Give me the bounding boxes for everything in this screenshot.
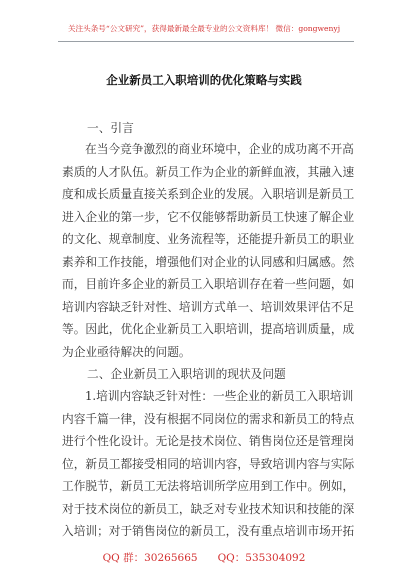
header-banner: 关注头条号“公文研究”，获得最新最全最专业的公文资料库！ 微信：gongwenyj xyxy=(67,24,341,33)
paragraph-line: 进行个性化设计。无论是技术岗位、销售岗位还是管理岗 xyxy=(62,434,355,448)
document-title: 企业新员工入职培训的优化策略与实践 xyxy=(106,73,302,87)
footer-qq-group: QQ 群：30265665 xyxy=(102,552,198,564)
paragraph-line: 为企业亟待解决的问题。 xyxy=(62,344,191,359)
paragraph-line: 培训内容缺乏针对性、培训方式单一、培训效果评估不足 xyxy=(62,299,355,314)
paragraph-line: 等。因此，优化企业新员工入职培训，提高培训质量，成 xyxy=(62,322,355,336)
paragraph-line: 度和成长质量直接关系到企业的发展。入职培训是新员工 xyxy=(62,187,355,201)
paragraph-line: 素质的人才队伍。新员工作为企业的新鲜血液，其融入速 xyxy=(62,164,355,179)
paragraph-line: 素养和工作技能，增强他们对企业的认同感和归属感。然 xyxy=(62,254,355,269)
section-heading-status-and-issues xyxy=(87,363,286,386)
paragraph-line: 入培训；对于销售岗位的新员工，没有重点培训市场开拓 xyxy=(62,524,355,538)
paragraph-line: 对于技术岗位的新员工，缺乏对专业技术知识和技能的深 xyxy=(62,501,355,516)
section-heading-text: 二、企业新员工入职培训的现状及问题 xyxy=(87,367,286,381)
paragraph-line: 进入企业的第一步，它不仅能够帮助新员工快速了解企业 xyxy=(62,209,355,224)
paragraph-line: 位，新员工都接受相同的培训内容，导致培训内容与实际 xyxy=(62,456,355,471)
footer-contact xyxy=(0,551,408,565)
introduction-paragraph xyxy=(62,138,362,363)
paragraph-line: 在当今竞争激烈的商业环境中，企业的成功离不开高 xyxy=(85,142,354,156)
header-divider xyxy=(58,41,354,42)
paragraph-line: 内容千篇一律，没有根据不同岗位的需求和新员工的特点 xyxy=(62,411,355,426)
paragraph-line: 1.培训内容缺乏针对性：一些企业的新员工入职培训 xyxy=(85,389,354,403)
section-heading-text: 一、引言 xyxy=(87,121,134,135)
section-heading-introduction xyxy=(87,117,134,140)
paragraph-line: 的文化、规章制度、业务流程等，还能提升新员工的职业 xyxy=(62,232,355,246)
issues-paragraph xyxy=(62,385,362,543)
paragraph-line: 而，目前许多企业的新员工入职培训存在着一些问题，如 xyxy=(62,277,355,291)
paragraph-line: 工作脱节，新员工无法将培训所学应用到工作中。例如， xyxy=(62,479,355,493)
footer-qq: QQ：535304092 xyxy=(217,552,306,564)
